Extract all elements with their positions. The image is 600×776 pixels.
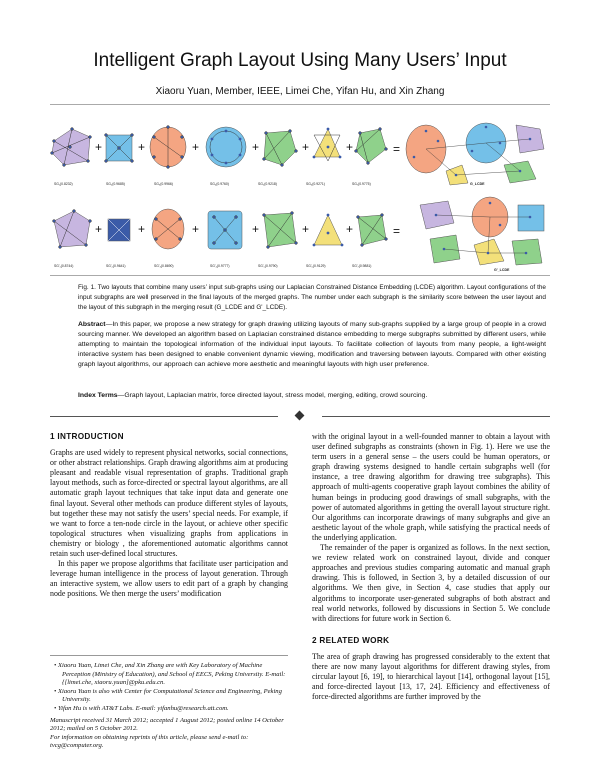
plus-sign: +: [192, 140, 200, 154]
merged-graph-2: [420, 197, 544, 272]
divider-line: [322, 416, 550, 417]
plus-sign: +: [192, 222, 200, 236]
index-terms: [78, 392, 546, 399]
plus-sign: +: [346, 140, 354, 154]
subgraph-label: SG'₇(0.9881): [352, 264, 372, 268]
plus-sign: +: [138, 222, 146, 236]
subgraph-label: SG₅(0.9218): [258, 182, 277, 186]
author-list: Xiaoru Yuan, Member, IEEE, Limei Che, Yifan Hu, and Xin Zhang: [155, 86, 445, 97]
subgraph-sg7-prime: [357, 214, 388, 247]
subgraph-label: SG₇(0.9775): [352, 182, 371, 186]
subgraph-label: SG'₃(0.8690): [154, 264, 174, 268]
paragraph: The remainder of the paper is organized as follows. In the next section, we review related work on constrained layout, divide and conquer approaches and previous studies comparing automatic and manual graph drawing. This is followed, in Section 3, by a detailed discussion of our algorithms. We then give, in Section 4, case studies that apply our algorithms to incorporate user-generated subgraphs of both abstract and real world networks, followed by discussions in Section 5. We conclude with directions for future work in Section 6.: [312, 543, 550, 623]
subgraph-sg3: [150, 126, 186, 169]
index-terms-text: —Graph layout, Laplacian matrix, force directed layout, stress model, merging, editing, crowd sourcing.: [117, 392, 428, 399]
subgraph-sg2: [105, 134, 134, 163]
subgraph-label: SG'₁(0.8744): [54, 264, 74, 268]
subgraph-label: SG₄(0.9760): [210, 182, 229, 186]
subgraph-label: SG₃(0.9966): [154, 182, 173, 186]
footnotes: [50, 655, 288, 751]
left-column: [50, 432, 288, 600]
figure-caption: Fig. 1. Two layouts that combine many users’ input sub-graphs using our Laplacian Constrained Distance Embedding (LCDE) algorithm. Layout configurations of the input subgraphs are well preserved in the final layouts of the merged graphs. The number under each subgraph is the similarity score between the user layout and the layout of this subgraph in the merging result (G_LCDE and G'_LCDE).: [78, 284, 546, 311]
subgraph-sg5-prime: [263, 212, 298, 249]
plus-sign: +: [138, 140, 146, 154]
merged-graph-1: [406, 123, 544, 186]
subgraph-sg2-prime: [108, 219, 130, 241]
plus-sign: +: [346, 222, 354, 236]
equals-sign: =: [393, 142, 401, 156]
subgraph-label: SG₆(0.9271): [306, 182, 325, 186]
subgraph-sg7: [355, 128, 388, 165]
merged-graph-1-label: G_LCDE: [470, 182, 485, 186]
subgraph-sg4: [206, 127, 246, 167]
figure-1: [50, 104, 550, 276]
paragraph: The area of graph drawing has progressed considerably to the extent that there are now many layout algorithms for different drawing styles, from circular layout [6, 19], to hierarchical layout [14], orthogonal layout [15], and force-directed layout [13, 17, 24]. Efficiency and effectiveness of force-directed algorithms are further improved by the: [312, 651, 550, 702]
section-heading-related-work: 2 RELATED WORK: [312, 635, 390, 645]
subgraph-sg1: [51, 128, 92, 167]
plus-sign: +: [95, 140, 103, 154]
abstract-text: —In this paper, we propose a new strategy for graph drawing utilizing layouts of many sub-graphs supplied by a large group of people in a crowd sourcing manner. We developed an algorithm based on Laplacian constrained distance embedding to merge subgraphs submitted by different users, while attempting to maintain the topological information of the individual input layouts. To facilitate collection of layouts from many people, a light-weight interactive system has been designed to enable convenient dynamic viewing, modification and traversing between layouts. Compared with other existing graph layout algorithms, our approach can achieve more aesthetic and meaningful layouts with high user preference.: [78, 321, 546, 368]
right-column: [312, 432, 550, 702]
manuscript-note: Manuscript received 31 March 2012; accepted 1 August 2012; posted online 14 October 2012; mailed on 5 October 2012.: [50, 716, 284, 733]
divider-diamond-icon: [295, 411, 305, 421]
merged-graph-2-label: G'_LCDE: [494, 268, 510, 272]
subgraph-label: SG₁(0.8232): [54, 182, 73, 186]
footnote: • Xiaoru Yuan is also with Center for Computational Science and Engineering, Peking University.: [54, 687, 282, 704]
subgraph-label: SG'₄(0.9777): [210, 264, 230, 268]
abstract: [78, 320, 546, 370]
index-terms-label: Index Terms: [78, 392, 118, 399]
subgraph-sg1-prime: [53, 210, 92, 249]
footnote: • Xiaoru Yuan, Limei Che, and Xin Zhang are with Key Laboratory of Machine Perception (Ministry of Education), and School of EECS, Peking University. E-mail: {[limei.che, xiaoru.yuan]@pku.edu.cn.: [54, 662, 286, 687]
paragraph: In this paper we propose algorithms that facilitate user participation and leverage human intelligence in the process of layout generation. Through an interactive system, we allow users to edit part of a graph by changing node positions. We then merge the users’ modification: [50, 559, 288, 599]
paper-title: Intelligent Graph Layout Using Many Users’ Input: [93, 50, 507, 71]
paragraph: with the original layout in a well-founded manner to obtain a layout with user defined subgraphs as constraints (shown in Fig. 1). Here we use the term users in a general sense – the users could be human operators, or graph drawing systems designed to handle certain subgraphs well (for instance, a tree drawing algorithm for drawing tree subgraphs). This approach of multi-agents cooperative graph layout combines the ability of human beings in producing good drawings of small subgraphs, with the power of automated algorithms in getting the overall layout structure right. Our algorithms can incorporate drawings of many subgraphs and give an aesthetic layout of the whole graph, while satisfying the practical needs of the underlying application.: [312, 432, 550, 542]
section-heading-introduction: 1 INTRODUCTION: [50, 432, 124, 441]
equals-sign: =: [393, 224, 401, 238]
reprints-note: For information on obtaining reprints of this article, please send e-mail to: tvcg@computer.org.: [50, 733, 249, 750]
divider-line: [50, 416, 278, 417]
plus-sign: +: [302, 140, 310, 154]
plus-sign: +: [302, 222, 310, 236]
subgraph-sg3-prime: [152, 209, 184, 249]
subgraph-sg6: [313, 128, 342, 161]
section-divider: [50, 411, 550, 421]
subgraph-sg4-prime: [208, 211, 242, 249]
subgraph-label: SG₂(0.9685): [106, 182, 125, 186]
abstract-label: Abstract: [78, 321, 106, 328]
subgraph-label: SG'₆(0.9129): [306, 264, 326, 268]
subgraph-sg6-prime: [313, 214, 344, 247]
figure-1-graphic: [50, 105, 550, 275]
subgraph-label: SG'₅(0.9790): [258, 264, 278, 268]
subgraph-label: SG'₂(0.9641): [106, 264, 126, 268]
subgraph-sg5: [263, 130, 298, 167]
plus-sign: +: [252, 222, 260, 236]
plus-sign: +: [95, 222, 103, 236]
plus-sign: +: [252, 140, 260, 154]
paragraph: Graphs are used widely to represent physical networks, social connections, or other abstract relationships. Graph drawing algorithms aim at producing pleasant and readable visual representation of graphs. Traditional graph layout methods, such as force-directed or spectral layout algorithms, are all automatic graph layout techniques that take input data and generate one final layout. Several other methods can produce different styles of layouts, but together these may not satisfy the users’ special needs. For example, if we want to force a ten-node circle in the layout, or achieve other specific topological structures when visualizing graphs from applications in chemistry or biology , the aforementioned automatic algorithms cannot retain such user-defined local structures.: [50, 448, 288, 559]
footnote: • Yifan Hu is with AT&T Labs. E-mail: yifanhu@research.att.com.: [54, 704, 229, 712]
